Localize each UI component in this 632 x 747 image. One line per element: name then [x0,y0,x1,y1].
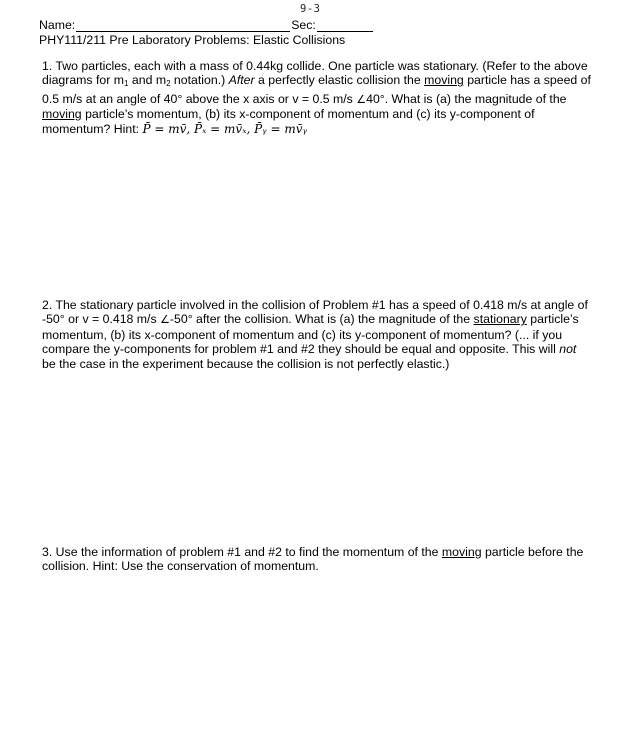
emphasis-not: not [559,342,577,357]
problem-1-text: notation.) [170,73,229,88]
header [39,18,599,48]
angle-symbol: ∠ [160,314,170,327]
name-field[interactable] [76,19,290,32]
problem-1 [42,59,592,136]
angle-symbol: ∠ [356,93,367,106]
subscript: 1 [124,79,129,89]
problem-2 [42,298,592,371]
problem-3 [42,545,592,574]
subscript: 2 [166,79,171,89]
underlined-moving: moving [441,545,482,559]
problem-2-text: be the case in the experiment because the collision is not perfectly elastic.) [42,356,450,371]
underlined-stationary: stationary [473,312,527,327]
name-label: Name: [39,18,76,32]
underlined-moving: moving [424,73,464,88]
problem-1-text: 40°. What is (a) the magnitude of the [366,91,567,106]
sec-field[interactable] [317,19,373,32]
emphasis-after: After [228,73,255,88]
problem-1-text: particle’s momentum, (b) its x-component of momentum and (c) its y-component of momentum? Hint: [42,107,535,136]
problem-3-text: 3. Use the information of problem #1 and #2 to find the momentum of the [42,545,442,559]
problem-2-text: particle’s momentum, (b) its x-component of momentum and (c) its y-component of momentum? (... if you compare the y-components for problem #1 and #2 they should be equal and opposite. This will [42,312,579,357]
momentum-formula: P̄ = mv̄, P̄ₓ = mv̄ₓ, P̄ᵧ = mv̄ᵧ [142,121,308,136]
problem-1-text: particle has a speed of 0.5 m/s at an angle of 40° above the x axis or v = 0.5 m/s [42,73,591,106]
problem-1-text: 1. Two particles, each with a mass of 0.44kg collide. One particle was stationary. (Refer to the above diagrams for m [42,59,588,88]
problem-3-text: particle before the collision. Hint: Use the conservation of momentum. [42,545,584,574]
name-sec-line [39,18,599,32]
underlined-moving: moving [42,107,82,122]
page-title: PHY111/211 Pre Laboratory Problems: Elastic Collisions [39,33,346,48]
sec-label: Sec: [291,18,316,32]
problem-2-text: 2. The stationary particle involved in the collision of Problem #1 has a speed of 0.418 m/s at angle of -50° or v = 0.418 m/s [42,298,588,327]
problem-2-text: -50° after the collision. What is (a) the magnitude of the [169,312,474,327]
problem-1-text: a perfectly elastic collision the [254,73,425,88]
problem-1-text: and m [128,73,167,88]
handwritten-label: 9-3 [300,3,321,15]
